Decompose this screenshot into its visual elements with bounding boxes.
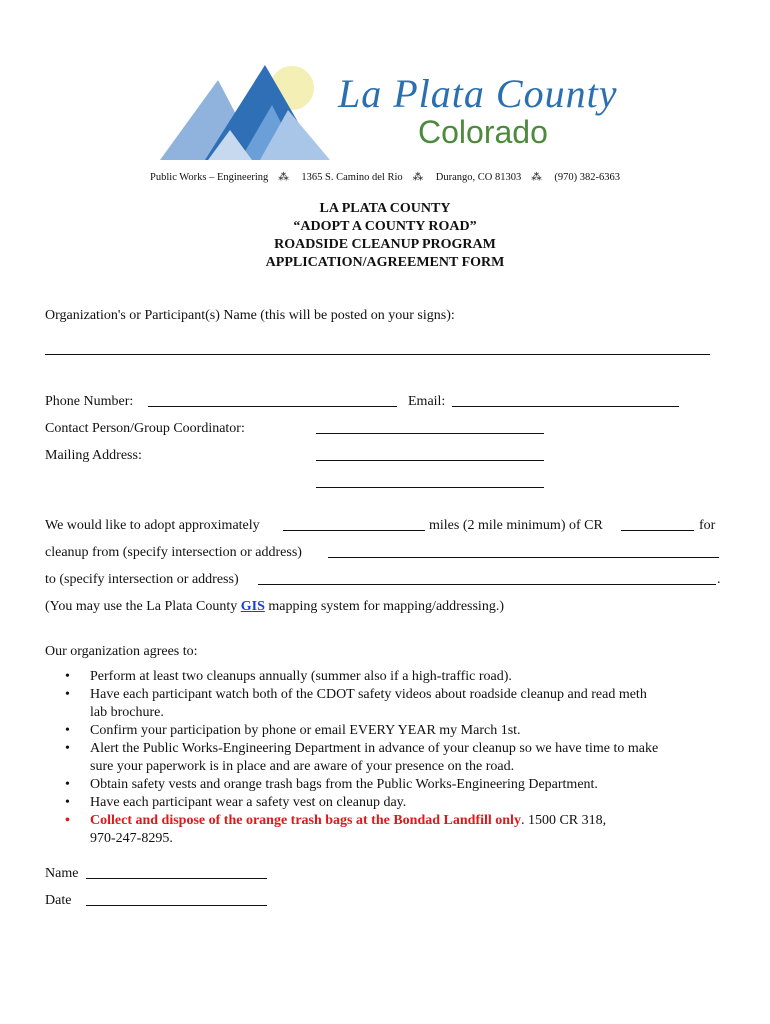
title-line-2: “ADOPT A COUNTY ROAD” xyxy=(293,219,477,234)
date-field[interactable] xyxy=(86,905,267,906)
contact-label: Contact Person/Group Coordinator: xyxy=(45,421,245,436)
bullet-icon: • xyxy=(65,813,70,828)
list-item: • Confirm your participation by phone or email EVERY YEAR my March 1st. xyxy=(65,723,521,738)
agreement-intro: Our organization agrees to: xyxy=(45,644,198,659)
email-field[interactable] xyxy=(452,406,679,407)
gis-note xyxy=(45,598,504,616)
bullet-icon: • xyxy=(65,777,70,792)
date-label: Date xyxy=(45,893,72,908)
gis-text-2: mapping system for mapping/addressing.) xyxy=(268,599,504,614)
address-line xyxy=(0,171,770,183)
miles-field[interactable] xyxy=(283,530,425,531)
city-address: Durango, CO 81303 xyxy=(435,172,522,183)
mailing-label: Mailing Address: xyxy=(45,448,142,463)
bullet-icon: • xyxy=(65,741,70,756)
county-logo xyxy=(160,60,620,170)
title-line-4: APPLICATION/AGREEMENT FORM xyxy=(265,255,505,270)
mountains-sun-icon xyxy=(160,60,340,170)
bullet-icon: • xyxy=(65,687,70,702)
logo-text-county: La Plata County xyxy=(338,71,618,116)
adopt-text-3: for xyxy=(699,518,716,533)
department: Public Works – Engineering xyxy=(150,172,269,183)
list-item: • Obtain safety vests and orange trash bags from the Public Works-Engineering Department. xyxy=(65,777,598,792)
form-title xyxy=(0,200,770,272)
mailing-field-1[interactable] xyxy=(316,460,544,461)
adopt-text-1: We would like to adopt approximately xyxy=(45,518,260,533)
bullet-icon: • xyxy=(65,723,70,738)
bullet-icon: • xyxy=(65,669,70,684)
list-item: • Perform at least two cleanups annually (summer also if a high-traffic road). xyxy=(65,669,512,684)
name-label: Name xyxy=(45,866,79,881)
org-name-label: Organization's or Participant(s) Name (this will be posted on your signs): xyxy=(45,308,455,323)
bullet-icon: • xyxy=(65,795,70,810)
mailing-field-2[interactable] xyxy=(316,487,544,488)
name-field[interactable] xyxy=(86,878,267,879)
list-item: • Have each participant watch both of the CDOT safety videos about roadside cleanup and read meth lab brochure. xyxy=(65,687,647,720)
cleanup-to-label: to (specify intersection or address) xyxy=(45,572,239,587)
cleanup-from-field[interactable] xyxy=(328,557,719,558)
title-line-1: LA PLATA COUNTY xyxy=(319,201,451,216)
phone-number: (970) 382-6363 xyxy=(554,172,620,183)
landfill-instruction: Collect and dispose of the orange trash bags at the Bondad Landfill only xyxy=(90,813,521,828)
logo-text-state: Colorado xyxy=(418,114,548,150)
title-line-3: ROADSIDE CLEANUP PROGRAM xyxy=(274,237,496,252)
separator-icon: ⁂ xyxy=(412,172,424,183)
street-address: 1365 S. Camino del Rio xyxy=(301,172,403,183)
email-label: Email: xyxy=(408,394,446,409)
separator-icon: ⁂ xyxy=(531,172,542,183)
agreement-list xyxy=(45,668,725,848)
list-item: • Have each participant wear a safety vest on cleanup day. xyxy=(65,795,407,810)
list-item: • Alert the Public Works-Engineering Department in advance of your cleanup so we have time to make sure your paperwork is in place and are aware of your presence on the road. xyxy=(65,741,659,774)
contact-field[interactable] xyxy=(316,433,544,434)
gis-text-1: (You may use the La Plata County xyxy=(45,599,238,614)
period: . xyxy=(717,572,721,587)
phone-label: Phone Number: xyxy=(45,394,134,409)
phone-field[interactable] xyxy=(148,406,397,407)
county-road-field[interactable] xyxy=(621,530,694,531)
adopt-text-2: miles (2 mile minimum) of CR xyxy=(429,518,603,533)
cleanup-from-label: cleanup from (specify intersection or address) xyxy=(45,545,302,560)
separator-icon: ⁂ xyxy=(278,172,289,183)
gis-link[interactable]: GIS xyxy=(240,599,265,614)
list-item: • Collect and dispose of the orange trash bags at the Bondad Landfill only. 1500 CR 318, 970-247-8295. xyxy=(65,813,607,846)
org-name-field[interactable] xyxy=(45,354,710,355)
cleanup-to-field[interactable] xyxy=(258,584,716,585)
